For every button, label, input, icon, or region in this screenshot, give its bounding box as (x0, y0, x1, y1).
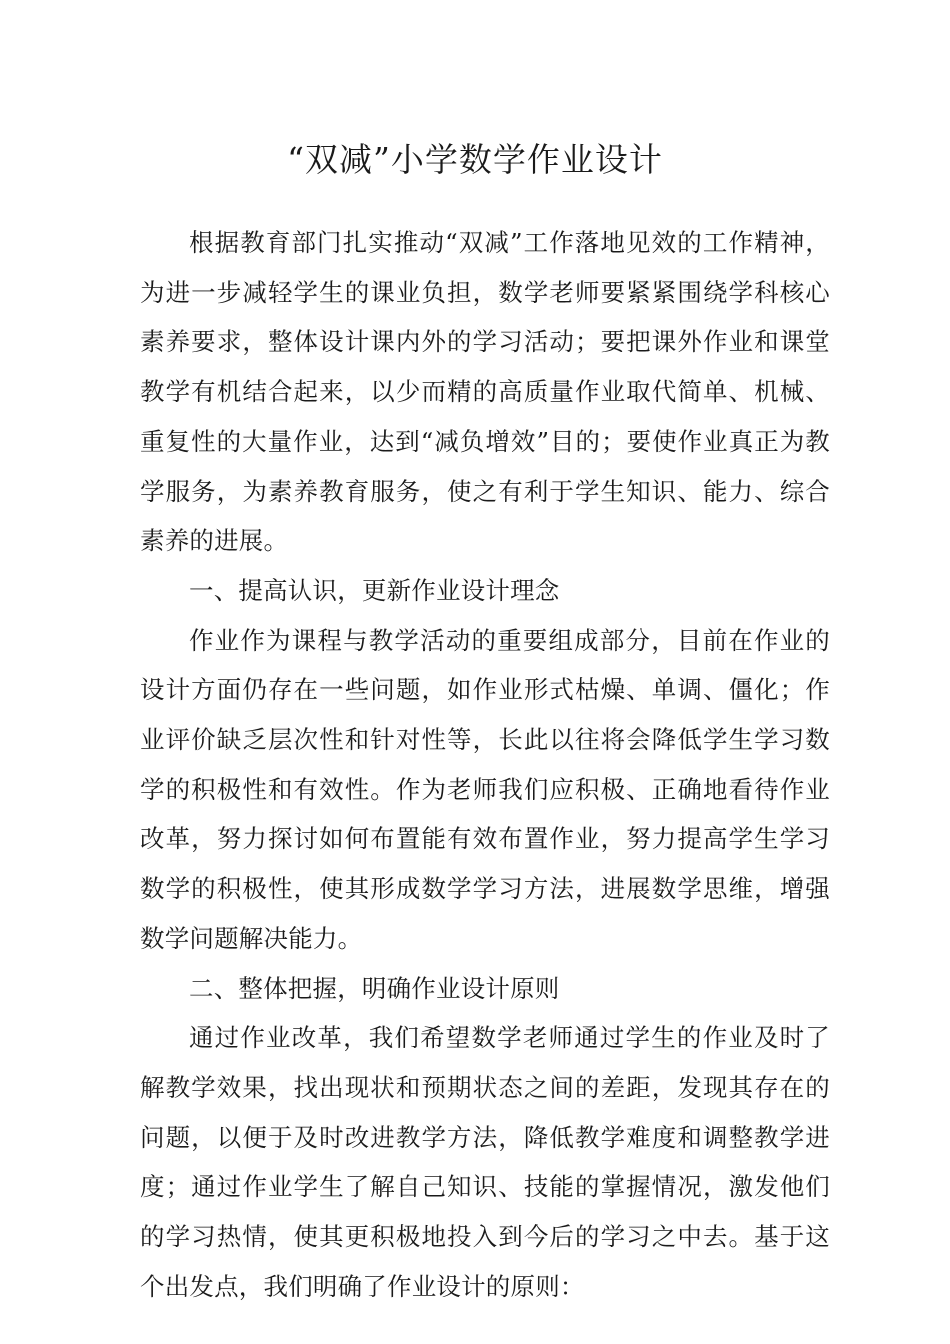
document-title: “双减”小学数学作业设计 (287, 140, 663, 179)
section-2-paragraph: 通过作业改革，我们希望数学老师通过学生的作业及时了解教学效果，找出现状和预期状态之间的差距，发现其存在的问题，以便于及时改进教学方法，降低教学难度和调整教学进度；通过作业学生了解自己知识、技能的掌握情况，激发他们的学习热情，使其更积极地投入到今后的学习之中去。基于这个出发点，我们明确了作业设计的原则： (140, 1023, 830, 1301)
section-heading-1: 一、提高认识，更新作业设计理念 (189, 575, 560, 605)
intro-paragraph: 根据教育部门扎实推动“双减”工作落地见效的工作精神，为进一步减轻学生的课业负担，数学老师要紧紧围绕学科核心素养要求，整体设计课内外的学习活动；要把课外作业和课堂教学有机结合起来，以少而精的高质量作业取代简单、机械、重复性的大量作业，达到“减负增效”目的；要使作业真正为教学服务，为素养教育服务，使之有利于学生知识、能力、综合素养的进展。 (140, 228, 830, 556)
section-heading-2: 二、整体把握，明确作业设计原则 (189, 973, 560, 1003)
section-1-paragraph: 作业作为课程与教学活动的重要组成部分，目前在作业的设计方面仍存在一些问题，如作业形式枯燥、单调、僵化；作业评价缺乏层次性和针对性等，长此以往将会降低学生学习数学的积极性和有效性。作为老师我们应积极、正确地看待作业改革，努力探讨如何布置能有效布置作业，努力提高学生学习数学的积极性，使其形成数学学习方法，进展数学思维，增强数学问题解决能力。 (140, 625, 830, 953)
document-body (140, 218, 830, 1311)
